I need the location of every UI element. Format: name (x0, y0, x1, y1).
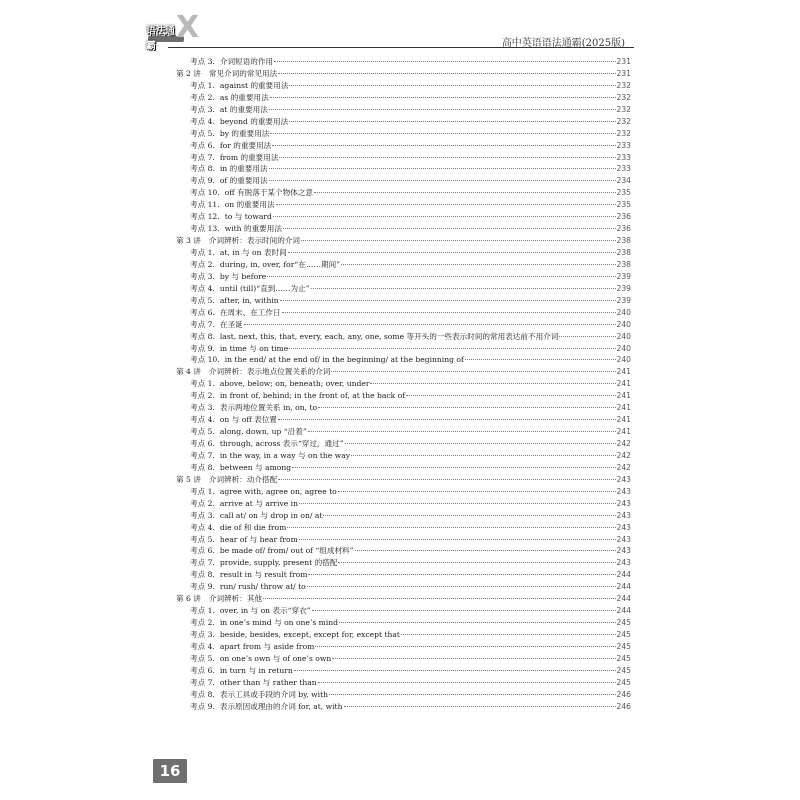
toc-entry-row[interactable] (176, 498, 631, 510)
dot-leader (314, 192, 615, 193)
toc-entry-row[interactable] (176, 605, 631, 617)
toc-entry-row[interactable] (176, 283, 631, 295)
toc-entry-title: result in 与 result from (219, 570, 308, 580)
dot-leader (331, 371, 615, 372)
point-label: 考点 5. (190, 128, 215, 138)
toc-page-number: 235 (616, 200, 631, 210)
toc-page-number: 240 (616, 319, 631, 329)
point-label: 考点 12. (190, 212, 220, 222)
dot-leader (401, 634, 616, 635)
toc-entry-title: call at/ on 与 drop in on/ at (219, 510, 323, 520)
dot-leader (332, 658, 615, 659)
toc-entry-row[interactable] (176, 522, 631, 534)
toc-entry-title: after, in, within (219, 295, 279, 305)
dot-leader (263, 598, 615, 599)
toc-entry-row[interactable] (176, 343, 631, 355)
dot-leader (280, 300, 616, 301)
point-label: 考点 5. (190, 427, 215, 437)
dot-leader (315, 646, 615, 647)
dot-leader (288, 252, 616, 253)
toc-entry-row[interactable] (176, 629, 631, 641)
dot-leader (299, 503, 615, 504)
toc-entry-title: to 与 toward (224, 212, 272, 222)
toc-page-number: 236 (616, 224, 631, 234)
toc-entry-title: over, in 与 on 表示“穿衣” (219, 606, 311, 616)
dot-leader (269, 168, 616, 169)
toc-entry-title: 表示原因或理由的介词 for, at, with (219, 701, 343, 711)
point-label: 考点 3. (190, 510, 215, 520)
point-label: 考点 7. (190, 319, 215, 329)
toc-page-number: 243 (616, 558, 631, 568)
point-label: 考点 1. (190, 248, 215, 257)
toc-chapter-row[interactable] (176, 593, 631, 605)
toc-entry-row[interactable] (176, 307, 631, 319)
toc-entry-row[interactable] (176, 617, 631, 629)
running-header-title: 高中英语语法通霸(2025版) (501, 38, 625, 49)
dot-leader (294, 670, 616, 671)
toc-entry-title: 在周末、在工作日 (219, 307, 281, 317)
toc-entry-row[interactable] (176, 402, 631, 414)
toc-page-number: 233 (616, 152, 631, 162)
point-label: 考点 4. (190, 415, 215, 425)
toc-entry-row[interactable] (176, 545, 631, 557)
toc-page-number: 241 (616, 403, 631, 413)
point-label: 考点 8. (190, 462, 215, 472)
dot-leader (301, 240, 616, 241)
toc-page-number: 235 (616, 188, 631, 198)
dot-leader (351, 455, 615, 456)
toc-entry-title: for 的重要用法 (219, 140, 272, 150)
dot-leader (338, 562, 615, 563)
toc-entry-row[interactable] (176, 462, 631, 474)
page-number: 16 (153, 759, 187, 783)
toc-entry-title: by 与 before (219, 271, 267, 281)
point-label: 考点 5. (190, 653, 215, 663)
toc-page-number: 238 (616, 236, 631, 246)
toc-entry-title: with 的重要用法 (224, 224, 282, 234)
toc-page-number: 243 (616, 546, 631, 556)
toc-entry-title: apart from 与 aside from (219, 641, 315, 651)
toc-chapter-row[interactable] (176, 68, 631, 80)
point-label: 考点 7. (190, 450, 215, 460)
dot-leader (323, 515, 615, 516)
toc-entry-row[interactable] (176, 319, 631, 331)
toc-entry-title: 表示工具或手段的介词 by, with (219, 689, 329, 699)
toc-chapter-row[interactable] (176, 235, 631, 247)
toc-page-number: 239 (616, 283, 631, 293)
point-label: 考点 1. (190, 80, 215, 90)
point-label: 考点 4. (190, 522, 215, 532)
toc-entry-row[interactable] (176, 163, 631, 175)
point-label: 考点 6. (190, 140, 215, 150)
toc-page-number: 246 (616, 689, 631, 699)
toc-entry-row[interactable] (176, 211, 631, 223)
toc-page-number: 241 (616, 391, 631, 401)
toc-entry-row[interactable] (176, 128, 631, 140)
toc-entry-row[interactable] (176, 247, 631, 259)
point-label: 考点 5. (190, 534, 215, 544)
dot-leader (292, 467, 615, 468)
dot-leader (270, 97, 616, 98)
toc-entry-title: die of 和 die from (219, 522, 287, 532)
toc-entry-title: arrive at 与 arrive in (219, 498, 299, 508)
toc-page-number: 240 (616, 307, 631, 317)
chapter-label: 第 5 讲 (176, 474, 201, 484)
toc-entry-title: off 有脱落于某个物体之意 (224, 188, 314, 198)
toc-page-number: 241 (616, 415, 631, 425)
toc-page-number: 244 (616, 594, 631, 604)
toc-entry-row[interactable] (176, 677, 631, 689)
toc-entry-title: 在圣诞 (219, 319, 243, 329)
dot-leader (278, 419, 616, 420)
dot-leader (311, 288, 616, 289)
dot-leader (287, 527, 615, 528)
toc-entry-title: through, across 表示“穿过，通过” (219, 439, 344, 448)
toc-entry-row[interactable] (176, 80, 631, 92)
dot-leader (355, 550, 616, 551)
logo-x-icon: X (176, 10, 200, 45)
point-label: 考点 7. (190, 152, 215, 162)
toc-page-number: 231 (616, 68, 631, 78)
dot-leader (339, 622, 615, 623)
toc-entry-title: 介词短语的作用 (219, 57, 274, 66)
toc-entry-title: in the way, in a way 与 on the way (219, 450, 351, 460)
toc-entry-row[interactable] (176, 187, 631, 199)
point-label: 考点 11. (190, 200, 220, 210)
toc-entry-row[interactable] (176, 653, 631, 665)
toc-entry-title: from 的重要用法 (219, 152, 279, 162)
point-label: 考点 6. (190, 307, 215, 317)
toc-page-number: 245 (616, 630, 631, 639)
toc-page-number: 243 (616, 522, 631, 532)
point-label: 考点 3. (190, 57, 215, 66)
toc-page-number: 238 (616, 259, 631, 269)
point-label: 考点 2. (190, 391, 215, 401)
toc-entry-title: on one’s own 与 of one’s own (219, 653, 332, 663)
logo-text: 语法通霸 (146, 26, 175, 52)
toc-entry-title: of 的重要用法 (219, 176, 268, 186)
toc-entry-row[interactable] (176, 414, 631, 426)
point-label: 考点 6. (190, 439, 215, 448)
toc-page-number: 233 (616, 140, 631, 150)
dot-leader (406, 395, 615, 396)
toc-entry-title: 介词辨析：表示时间的介词 (208, 236, 300, 246)
toc-entry-title: 介词辨析：动介搭配 (208, 474, 278, 484)
toc-page-number: 238 (616, 248, 631, 257)
dot-leader (312, 610, 616, 611)
dot-leader (465, 359, 616, 360)
toc-entry-row[interactable] (176, 116, 631, 128)
toc-entry-title: on 与 off 表位置 (219, 415, 277, 425)
toc-page-number: 241 (616, 367, 631, 377)
toc-entry-title: 介词辨析：表示地点位置关系的介词 (208, 367, 331, 377)
dot-leader (244, 324, 616, 325)
toc-entry-row[interactable] (176, 641, 631, 653)
dot-leader (269, 180, 616, 181)
point-label: 考点 4. (190, 283, 215, 293)
dot-leader (318, 682, 616, 683)
toc-page-number: 240 (616, 331, 631, 341)
point-label: 考点 10. (190, 188, 220, 198)
toc-page-number: 232 (616, 128, 631, 138)
point-label: 考点 1. (190, 606, 215, 616)
point-label: 考点 1. (190, 486, 215, 496)
toc-entry-row[interactable] (176, 56, 631, 68)
toc-entry-title: in the end/ at the end of/ in the beginning/ at the beginning of (224, 355, 464, 365)
toc-page-number: 243 (616, 498, 631, 508)
chapter-label: 第 2 讲 (176, 68, 201, 78)
toc-entry-row[interactable] (176, 259, 631, 271)
toc-entry-title: in one’s mind 与 on one’s mind (219, 618, 339, 628)
dot-leader (308, 431, 616, 432)
toc-entry-row[interactable] (176, 354, 631, 366)
dot-leader (279, 157, 615, 158)
point-label: 考点 8. (190, 331, 215, 341)
dot-leader (276, 204, 616, 205)
toc-entry-title: beside, besides, except, except for, except that (219, 630, 400, 639)
toc-entry-row[interactable] (176, 581, 631, 593)
toc-entry-row[interactable] (176, 331, 631, 343)
dot-leader (273, 216, 616, 217)
point-label: 考点 6. (190, 665, 215, 675)
dot-leader (278, 479, 615, 480)
dot-leader (341, 264, 615, 265)
dot-leader (289, 85, 615, 86)
toc-page-number: 245 (616, 653, 631, 663)
dot-leader (559, 336, 615, 337)
toc-page-number: 232 (616, 116, 631, 126)
toc-chapter-row[interactable] (176, 366, 631, 378)
toc-entry-row[interactable] (176, 701, 631, 713)
toc-entry-title: in front of, behind; in the front of, at the back of (219, 391, 406, 401)
toc-entry-row[interactable] (176, 510, 631, 522)
toc-page-number: 243 (616, 510, 631, 520)
dot-leader (299, 539, 616, 540)
toc-entry-row[interactable] (176, 271, 631, 283)
toc-entry-title: during, in, over, for“在……期间” (219, 259, 341, 269)
toc-page-number: 245 (616, 618, 631, 628)
dot-leader (289, 121, 615, 122)
toc-entry-row[interactable] (176, 295, 631, 307)
toc-page-number: 243 (616, 486, 631, 496)
point-label: 考点 1. (190, 379, 215, 389)
toc-entry-row[interactable] (176, 534, 631, 546)
dot-leader (282, 312, 616, 313)
header-rule (168, 47, 634, 48)
dot-leader (318, 407, 615, 408)
point-label: 考点 3. (190, 104, 215, 114)
toc-page-number: 241 (616, 379, 631, 389)
toc-entry-title: agree with, agree on, agree to (219, 486, 337, 496)
toc-entry-row[interactable] (176, 390, 631, 402)
toc-page-number: 242 (616, 450, 631, 460)
dot-leader (344, 706, 616, 707)
toc-entry-title: 介词辨析：其他 (208, 594, 263, 604)
dot-leader (274, 61, 615, 62)
toc-page-number: 244 (616, 606, 631, 616)
toc-entry-row[interactable] (176, 92, 631, 104)
point-label: 考点 2. (190, 618, 215, 628)
dot-leader (267, 276, 615, 277)
toc-page-number: 242 (616, 439, 631, 448)
dot-leader (338, 491, 616, 492)
table-of-contents (176, 56, 631, 713)
toc-entry-row[interactable] (176, 104, 631, 116)
dot-leader (272, 145, 615, 146)
point-label: 考点 7. (190, 558, 215, 568)
toc-entry-row[interactable] (176, 689, 631, 701)
toc-entry-title: last, next, this, that, every, each, any, one, some 等开头的一些表示时间的常用表达前不用介词 (219, 331, 559, 341)
point-label: 考点 2. (190, 92, 215, 102)
toc-entry-row[interactable] (176, 378, 631, 390)
chapter-label: 第 6 讲 (176, 594, 201, 604)
toc-page-number: 234 (616, 176, 631, 186)
dot-leader (270, 133, 615, 134)
dot-leader (269, 109, 616, 110)
point-label: 考点 8. (190, 164, 215, 174)
point-label: 考点 5. (190, 295, 215, 305)
toc-entry-title: be made of/ from/ out of “组成材料” (219, 546, 354, 556)
toc-entry-row[interactable] (176, 569, 631, 581)
toc-entry-title: in 的重要用法 (219, 164, 268, 174)
point-label: 考点 3. (190, 271, 215, 281)
toc-entry-title: in time 与 on time (219, 343, 289, 353)
toc-page-number: 245 (616, 641, 631, 651)
toc-chapter-row[interactable] (176, 474, 631, 486)
toc-page-number: 239 (616, 295, 631, 305)
toc-entry-title: 表示两地位置关系 in, on, to (219, 403, 318, 413)
dot-leader (308, 574, 615, 575)
toc-entry-title: until (till)“直到……为止” (219, 283, 310, 293)
toc-entry-title: above, below; on, beneath; over, under (219, 379, 370, 389)
point-label: 考点 3. (190, 630, 215, 639)
toc-page-number: 236 (616, 212, 631, 222)
toc-entry-row[interactable] (176, 486, 631, 498)
toc-page-number: 243 (616, 474, 631, 484)
toc-page-number: 239 (616, 271, 631, 281)
toc-page-number: 243 (616, 534, 631, 544)
toc-entry-title: on 的重要用法 (224, 200, 275, 210)
point-label: 考点 2. (190, 498, 215, 508)
toc-entry-title: beyond 的重要用法 (219, 116, 289, 126)
point-label: 考点 6. (190, 546, 215, 556)
toc-entry-row[interactable] (176, 175, 631, 187)
toc-page-number: 245 (616, 665, 631, 675)
toc-page-number: 233 (616, 164, 631, 174)
toc-entry-row[interactable] (176, 140, 631, 152)
toc-page-number: 241 (616, 427, 631, 437)
toc-entry-title: hear of 与 hear from (219, 534, 298, 544)
toc-entry-row[interactable] (176, 426, 631, 438)
toc-entry-title: as 的重要用法 (219, 92, 269, 102)
toc-page-number: 245 (616, 677, 631, 687)
chapter-label: 第 4 讲 (176, 367, 201, 377)
toc-entry-title: in turn 与 in return (219, 665, 293, 675)
toc-page-number: 232 (616, 104, 631, 114)
dot-leader (329, 694, 615, 695)
point-label: 考点 9. (190, 176, 215, 186)
toc-page-number: 244 (616, 570, 631, 580)
dot-leader (278, 73, 615, 74)
toc-page-number: 240 (616, 355, 631, 365)
toc-entry-title: provide, supply, present 的搭配 (219, 558, 338, 568)
dot-leader (345, 443, 616, 444)
point-label: 考点 8. (190, 570, 215, 580)
point-label: 考点 9. (190, 701, 215, 711)
dot-leader (289, 348, 615, 349)
dot-leader (307, 586, 616, 587)
toc-entry-title: 常见介词的常见用法 (208, 68, 278, 78)
toc-entry-title: run/ rush/ throw at/ to (219, 582, 306, 592)
toc-entry-row[interactable] (176, 223, 631, 235)
point-label: 考点 9. (190, 343, 215, 353)
dot-leader (370, 383, 615, 384)
chapter-label: 第 3 讲 (176, 236, 201, 246)
point-label: 考点 3. (190, 403, 215, 413)
book-logo (146, 10, 200, 52)
toc-entry-row[interactable] (176, 665, 631, 677)
point-label: 考点 9. (190, 582, 215, 592)
toc-entry-title: at, in 与 on 表时间 (219, 248, 287, 257)
toc-entry-row[interactable] (176, 199, 631, 211)
toc-entry-title: other than 与 rather than (219, 677, 317, 687)
toc-entry-row[interactable] (176, 450, 631, 462)
toc-page-number: 246 (616, 701, 631, 711)
toc-entry-title: along, down, up “沿着” (219, 427, 307, 437)
point-label: 考点 2. (190, 259, 215, 269)
toc-page-number: 232 (616, 92, 631, 102)
point-label: 考点 10. (190, 355, 220, 365)
toc-page-number: 242 (616, 462, 631, 472)
toc-entry-title: at 的重要用法 (219, 104, 268, 114)
point-label: 考点 4. (190, 641, 215, 651)
toc-page-number: 244 (616, 582, 631, 592)
point-label: 考点 4. (190, 116, 215, 126)
toc-page-number: 231 (616, 57, 631, 66)
toc-page-number: 232 (616, 80, 631, 90)
toc-entry-title: against 的重要用法 (219, 80, 289, 90)
point-label: 考点 7. (190, 677, 215, 687)
toc-entry-title: by 的重要用法 (219, 128, 270, 138)
dot-leader (283, 228, 616, 229)
toc-entry-title: between 与 among (219, 462, 292, 472)
toc-entry-row[interactable] (176, 152, 631, 164)
point-label: 考点 13. (190, 224, 220, 234)
toc-entry-row[interactable] (176, 557, 631, 569)
toc-page-number: 240 (616, 343, 631, 353)
point-label: 考点 8. (190, 689, 215, 699)
toc-entry-row[interactable] (176, 438, 631, 450)
